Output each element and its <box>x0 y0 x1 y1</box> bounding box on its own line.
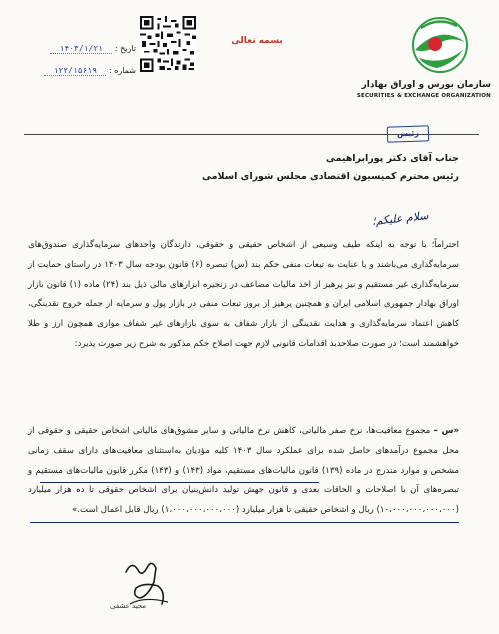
org-name-fa: سازمان بورس و اوراق بهادار <box>361 80 491 90</box>
addressee <box>199 150 459 186</box>
addressee-name: جناب آقای دکتر پورابراهیمی <box>325 153 459 164</box>
head-stamp: رئیس <box>387 125 430 142</box>
amendment-text: مجموع معافیت‌ها، نرخ صفر مالیاتی، کاهش نرخ مالیاتی و سایر مشوق‌های مالیاتی اشخاص حقیقی و حقوقی از محل مجموع درآمدهای حاصل شده برای عملکرد سال ۱۴۰۳ کلیه مؤدیان به‌استثنای معافیت‌های دارای سقف زمانی مشخص و موارد مندرج در ماده (۱۳۹) قانون مالیات‌های مستقیم، مواد (۱۴۳) و (۱۴۳) مکرر قانون مالیات‌های مستقیم و تبصره‌های آن با اصلاحات و الحاقات بعدی و قانون جهش تولید دانش‌بنیان برای اشخاص حقوقی تا ده هزار میلیارد (۱۰،۰۰۰،۰۰۰،۰۰۰،۰۰۰) ریال و اشخاص حقیقی تا هزار میلیارد (۱،۰۰۰،۰۰۰،۰۰۰،۰۰۰) ریال قابل اعمال است.» <box>28 426 459 516</box>
underline-mark <box>40 482 319 483</box>
sec-organization-logo <box>409 14 471 76</box>
date-row <box>26 44 136 54</box>
underline-mark <box>30 522 459 523</box>
amendment-lead: «س – <box>433 426 460 436</box>
addressee-title: رئیس محترم کمیسیون اقتصادی مجلس شورای اسلامی <box>202 171 459 182</box>
qr-code <box>140 16 196 72</box>
date-value: ۱۴۰۳/۱/۲۱ <box>59 44 103 53</box>
number-value: ۱۲۲/۱۵۶۱۹ <box>53 66 98 75</box>
date-label: تاریخ : <box>114 44 136 53</box>
letter-body: احتراماً؛ با توجه به اینکه طیف وسیعی از اشخاص حقیقی و حقوقی، دارندگان واحدهای سرمایه‌گذاری صندوق‌های سرمایه‌گذاری می‌باشند و با عنایت به تبعات منفی حکم بند (س) تبصره (۶) قانون بودجه سال ۱۴۰۳ در راستای حمایت از سرمایه‌گذاری غیر مستقیم و نیز پرهیز از اخذ مالیات مضاعف در زنجیره ابزارهای مالی ذیل بند (۲۴) ماده (۱) قانون بازار اوراق بهادار جمهوری اسلامی ایران و همچنین پرهیز از بروز تبعات منفی در بازار پول و سرمایه از جمله خروج نقدینگی، کاهش اعتماد سرمایه‌گذاری و هدایت نقدینگی از بازار شفاف به سوی بازارهای غیر شفاف موازی همچون ارز و طلا خواهشمند است؛ در صورت صلاحدید اقدامات قانونی لازم جهت اصلاح حکم مذکور به شرح زیر صورت پذیرد: <box>28 240 459 349</box>
bismillah: بسمه تعالی <box>231 36 283 46</box>
proposed-amendment <box>28 422 459 521</box>
org-name-en: SECURITIES & EXCHANGE ORGANIZATION <box>356 93 491 99</box>
signatory-name: مجید عشقی <box>110 602 147 610</box>
salutation: سلام علیکم؛ <box>371 209 430 228</box>
number-row <box>26 66 136 76</box>
number-label: شماره : <box>108 66 136 75</box>
